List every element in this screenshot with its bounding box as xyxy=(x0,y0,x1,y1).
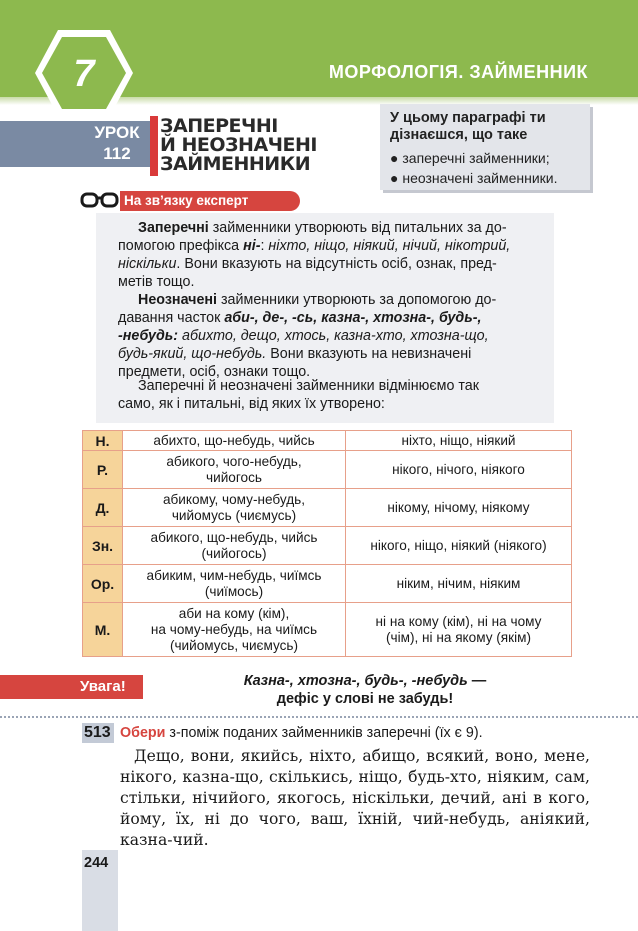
cell-line: аби на кому (кім), xyxy=(178,605,290,621)
chapter-title: МОРФОЛОГІЯ. ЗАЙМЕННИК xyxy=(328,62,588,82)
table-row xyxy=(83,603,572,657)
examples: абихто, дещо, хтось, казна-хто, хтозна-що, xyxy=(178,328,489,344)
paragraph-indefinite xyxy=(118,291,551,381)
case-cell: Д. xyxy=(83,489,123,527)
indefinite-forms-cell xyxy=(123,603,346,657)
lesson-label xyxy=(88,122,146,164)
cell-line: (чийогось) xyxy=(201,545,267,561)
cell-line: чийогось xyxy=(206,469,262,485)
paragraph-negative xyxy=(118,219,551,291)
lesson-number: 112 xyxy=(103,144,131,163)
lesson-stripe xyxy=(150,116,158,176)
lesson-word: УРОК xyxy=(94,123,140,142)
bullet-icon: ● xyxy=(390,150,399,166)
particles: -небудь: xyxy=(118,328,179,344)
particles: аби-, де-, -сь, казна-, хтозна-, будь-, xyxy=(224,310,482,326)
cell-line: (чім), ні на якому (якім) xyxy=(385,629,532,645)
examples: ніхто, ніщо, ніякий, нічий, нікотрий, xyxy=(268,238,511,254)
text: давання часток xyxy=(118,310,225,326)
exercise-text: Дещо, вони, якийсь, ніхто, абищо, всякий, воно, мене, нікого, казна-що, скількись, ніщо, будь-хто, ніяким, сам, стільки, нічийого, якогось, ніскільки, дечий, ані в кого, йому, їх, ні до чого, ваш, їхній, чий-небудь, аніякий, казна-чий. xyxy=(120,747,590,849)
negative-forms-cell xyxy=(346,489,572,527)
text: займенники утворюють за допомогою до- xyxy=(217,292,497,308)
text-line xyxy=(118,327,551,345)
rule-line xyxy=(166,672,564,690)
prefix: ні- xyxy=(243,238,261,254)
indefinite-forms-cell xyxy=(123,489,346,527)
exercise-instruction xyxy=(120,725,483,741)
page-number: 244 xyxy=(84,855,109,871)
cell-line: нікому, нічому, ніякому xyxy=(387,499,530,515)
table-row xyxy=(83,565,572,603)
term: Заперечні xyxy=(138,220,209,236)
case-cell: Р. xyxy=(83,451,123,489)
lesson-title-line: ЗАЙМЕННИКИ xyxy=(160,153,311,175)
case-cell: Зн. xyxy=(83,527,123,565)
cell-line: (чиїмось) xyxy=(204,583,264,599)
lesson-title-line: ЗАПЕРЕЧНІ xyxy=(160,115,278,137)
declension-table xyxy=(82,430,572,657)
text: Вони вказують на невизначені xyxy=(266,346,472,362)
text-line: метів тощо. xyxy=(118,274,195,290)
cell-line: чийомусь (чиємусь) xyxy=(171,507,297,523)
cell-line: абикого, що-небудь, чийсь xyxy=(150,529,318,545)
rule-line: дефіс у слові не забудь! xyxy=(276,691,454,707)
paragraph-declension xyxy=(118,377,551,413)
table-row xyxy=(83,527,572,565)
rule-text: Казна-, хтозна-, будь-, -небудь xyxy=(243,673,468,689)
text: займенники утворюють від питальних за до- xyxy=(208,220,507,236)
examples: ніскільки xyxy=(118,256,177,272)
negative-forms-cell xyxy=(346,431,572,451)
chapter-number: 7 xyxy=(73,53,95,95)
text-line xyxy=(118,237,551,255)
exercise-instruction-text: з-поміж поданих займенників заперечні (їх є 9). xyxy=(165,725,483,741)
heading-line: дізнаєшся, що таке xyxy=(390,127,528,143)
negative-forms-cell xyxy=(346,565,572,603)
negative-forms-cell xyxy=(346,603,572,657)
goal-item xyxy=(390,170,558,186)
glasses-icon xyxy=(80,188,120,212)
indefinite-forms-cell xyxy=(123,527,346,565)
text-line: Заперечні й неозначені займенники відмінюємо так xyxy=(138,378,479,394)
examples: будь-який, що-небудь. xyxy=(118,346,267,362)
cell-line: (чийомусь, чиємусь) xyxy=(169,637,299,653)
cell-line: на чому-небудь, на чиїмсь xyxy=(150,621,318,637)
cell-line: абихто, що-небудь, чийсь xyxy=(153,432,315,448)
goal-item xyxy=(390,150,550,166)
term: Неозначені xyxy=(138,292,218,308)
rule-dash: — xyxy=(467,673,487,689)
text-line xyxy=(118,255,551,273)
text-line xyxy=(118,345,551,363)
cell-line: абикому, чому-небудь, xyxy=(162,491,306,507)
text-line xyxy=(118,219,551,237)
negative-forms-cell xyxy=(346,527,572,565)
table-row xyxy=(83,451,572,489)
exercise-verb: Обери xyxy=(120,725,166,741)
table-row xyxy=(83,431,572,451)
text-line xyxy=(118,309,551,327)
text: . Вони вказують на відсутність осіб, ознак, пред- xyxy=(176,256,497,272)
cell-line: ні на кому (кім), ні на чому xyxy=(375,613,542,629)
learning-goals-heading xyxy=(390,110,546,144)
bullet-icon: ● xyxy=(390,170,399,186)
cell-line: абиким, чим-небудь, чиїмсь xyxy=(146,567,322,583)
goal-text: заперечні займенники; xyxy=(402,150,550,166)
text-line xyxy=(118,291,551,309)
cell-line: нікого, нічого, ніякого xyxy=(392,461,525,477)
cell-line: нікого, ніщо, ніякий (ніякого) xyxy=(370,537,547,553)
expert-label: На зв’язку експерт xyxy=(124,193,249,208)
lesson-title-line: Й НЕОЗНАЧЕНІ xyxy=(160,134,317,156)
heading-line: У цьому параграфі ти xyxy=(390,110,546,126)
indefinite-forms-cell xyxy=(123,431,346,451)
table-row xyxy=(83,489,572,527)
section-divider xyxy=(0,716,638,718)
text-line: само, як і питальні, від яких їх утворено: xyxy=(118,396,385,412)
text: помогою префікса xyxy=(118,238,244,254)
exercise-number: 513 xyxy=(84,724,111,741)
learning-goals-box xyxy=(380,104,590,190)
indefinite-forms-cell xyxy=(123,565,346,603)
cell-line: ніким, нічим, ніяким xyxy=(396,575,521,591)
chapter-number-hexagon xyxy=(34,28,134,118)
cell-line: абикого, чого-небудь, xyxy=(166,453,302,469)
case-cell: Ор. xyxy=(83,565,123,603)
indefinite-forms-cell xyxy=(123,451,346,489)
negative-forms-cell xyxy=(346,451,572,489)
text-line: предмети, осіб, ознаки тощо. xyxy=(118,364,311,380)
case-cell: М. xyxy=(83,603,123,657)
lesson-title xyxy=(160,117,317,174)
warning-label: Увага! xyxy=(80,678,126,695)
case-cell: Н. xyxy=(83,431,123,451)
cell-line: ніхто, ніщо, ніякий xyxy=(401,432,516,448)
text: : xyxy=(260,238,269,254)
warning-rule xyxy=(166,672,564,708)
goal-text: неозначені займенники. xyxy=(402,170,558,186)
